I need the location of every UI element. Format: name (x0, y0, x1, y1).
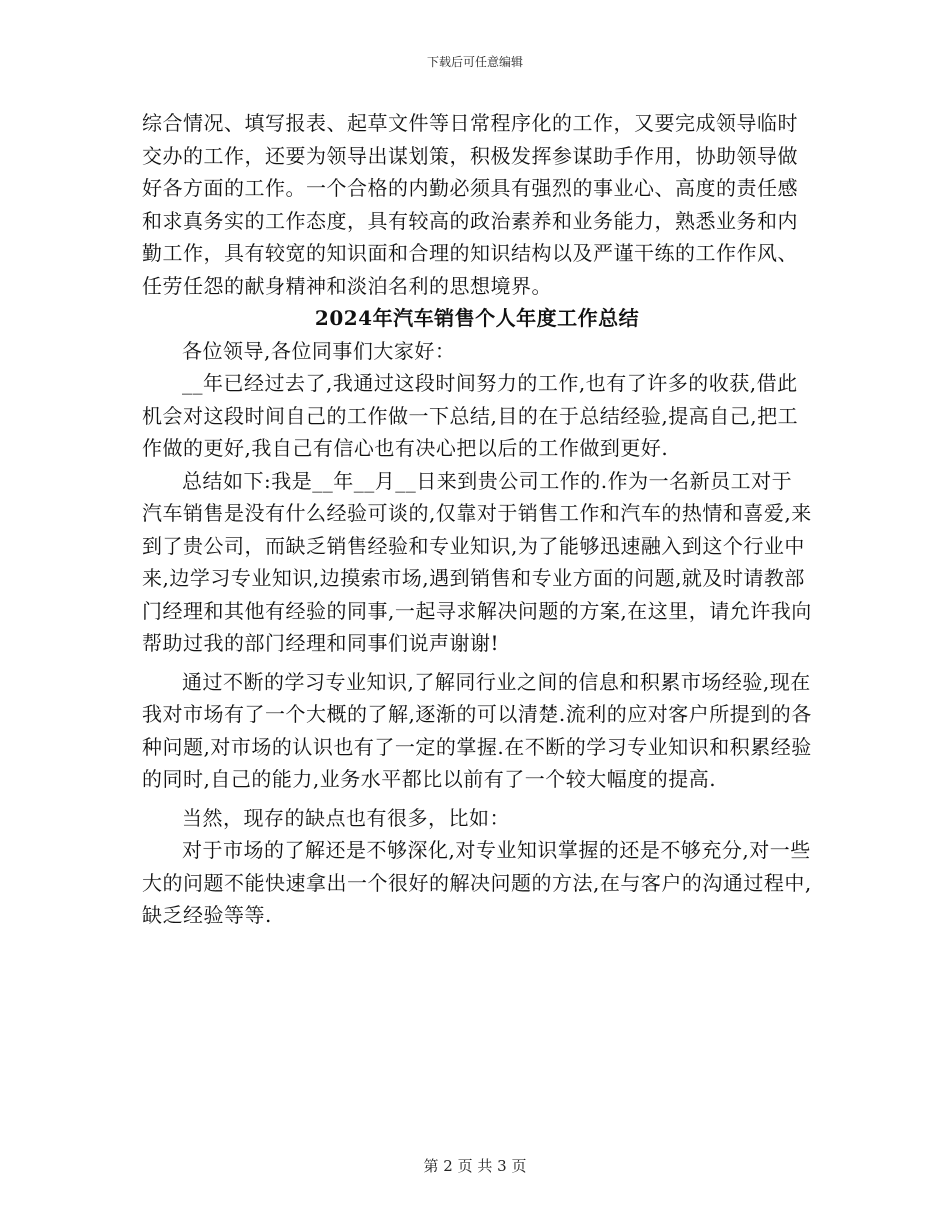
paragraph-shortcomings: 对于市场的了解还是不够深化,对专业知识掌握的还是不够充分,对一些大的问题不能快速拿出一个很好的解决问题的方法,在与客户的沟通过程中,缺乏经验等等. (142, 838, 812, 927)
paragraph-summary: 总结如下:我是__年__月__日来到贵公司工作的.作为一名新员工对于汽车销售是没有什么经验可谈的,仅靠对于销售工作和汽车的热情和喜爱,来到了贵公司，而缺乏销售经验和专业知识,为了能够迅速融入到这个行业中来,边学习专业知识,边摸索市场,遇到销售和专业方面的问题,就及时请教部门经理和其他有经验的同事,一起寻求解决问题的方案,在这里，请允许我向帮助过我的部门经理和同事们说声谢谢! (142, 468, 812, 655)
paragraph-intro: __年已经过去了,我通过这段时间努力的工作,也有了许多的收获,借此机会对这段时间自己的工作做一下总结,目的在于总结经验,提高自己,把工作做的更好,我自己有信心也有决心把以后的工作做到更好. (142, 371, 799, 460)
paragraph-greeting: 各位领导,各位同事们大家好： (182, 338, 456, 363)
paragraph-continuation: 综合情况、填写报表、起草文件等日常程序化的工作，又要完成领导临时交办的工作，还要为领导出谋划策，积极发挥参谋助手作用，协助领导做好各方面的工作。一个合格的内勤必须具有强烈的事业心、高度的责任感和求真务实的工作态度，具有较高的政治素养和业务能力，熟悉业务和内勤工作，具有较宽的知识面和合理的知识结构以及严谨干练的工作作风、任劳任怨的献身精神和淡泊名利的思想境界。 (142, 111, 798, 298)
paragraph-learning: 通过不断的学习专业知识,了解同行业之间的信息和积累市场经验,现在我对市场有了一个大概的了解,逐渐的可以清楚.流利的应对客户所提到的各种问题,对市场的认识也有了一定的掌握.在不断的学习专业知识和积累经验的同时,自己的能力,业务水平都比以前有了一个较大幅度的提高. (142, 669, 812, 791)
document-body (142, 107, 812, 932)
page-number: 第 2 页 共 3 页 (423, 1157, 527, 1175)
document-title: 2024年汽车销售个人年度工作总结 (314, 306, 640, 330)
paragraph-shortcomings-intro: 当然，现存的缺点也有很多，比如： (182, 805, 510, 830)
page-header-note: 下载后可任意编辑 (426, 55, 523, 69)
